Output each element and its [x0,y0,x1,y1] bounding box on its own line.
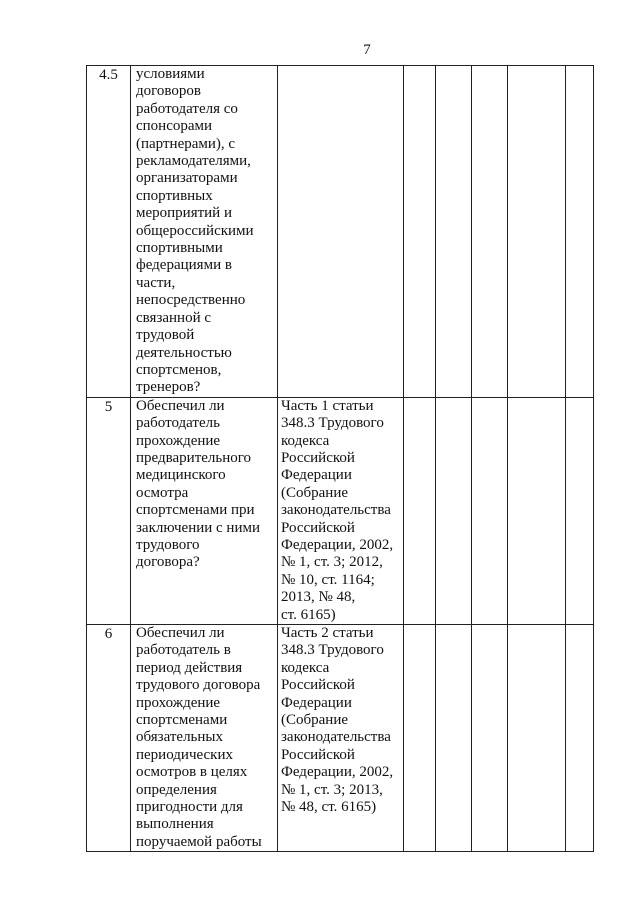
table-row-5 [87,397,594,624]
cell-line: выполнения [136,816,214,833]
cell-line: спортсменами при [136,502,255,519]
cell-line: трудовой [136,327,195,344]
cell-line: мероприятий и [136,205,232,222]
notes-cell[interactable] [508,66,566,398]
cell-line: Федерации [281,467,352,484]
cell-line: спортивными [136,240,223,257]
cell-line: части, [136,274,176,291]
answer-no-cell[interactable] [436,66,472,398]
row-number-cell [87,66,131,398]
cell-line: федерациями в [136,257,232,274]
reference-cell [278,397,404,624]
page-number-text: 7 [363,42,371,58]
cell-line: законодательства [281,502,391,519]
cell-line: предварительного [136,449,252,466]
question-cell [131,397,278,624]
cell-line: период действия [136,659,243,676]
question-text [136,398,277,572]
row-number: 4.5 [99,67,118,83]
row-number-cell [87,625,131,852]
question-cell [131,66,278,398]
question-text [136,66,277,397]
checklist-table [86,65,594,852]
cell-line: договоров [136,83,201,100]
table-row-6 [87,625,594,852]
cell-line: спортсменами [136,712,228,729]
notes-cell[interactable] [508,625,566,852]
cell-line: № 1, ст. 3; 2013, [281,781,383,798]
cell-line: 2013, № 48, [281,589,356,606]
cell-line: организаторами [136,170,238,187]
row-number: 6 [104,626,113,642]
cell-line: (Собрание [281,712,349,729]
cell-line: периодических [136,746,233,763]
reference-cell [278,66,404,398]
extra-cell[interactable] [566,66,594,398]
cell-line: поручаемой работы [136,833,262,850]
answer-no-cell[interactable] [436,397,472,624]
cell-line: Обеспечил ли [136,397,225,414]
cell-line: работодателя со [136,100,238,117]
row-number: 5 [104,398,113,415]
row-number-cell [87,397,131,624]
answer-yes-cell[interactable] [404,397,436,624]
cell-line: связанной с [136,309,212,326]
cell-line: Обеспечил ли [136,625,225,641]
cell-line: осмотра [136,484,189,501]
reference-cell [278,625,404,852]
answer-na-cell[interactable] [472,66,508,398]
cell-line: Федерации, 2002, [281,764,394,781]
cell-line: тренеров? [136,379,201,396]
cell-line: определения [136,781,217,798]
answer-no-cell[interactable] [436,625,472,852]
cell-line: Российской [281,746,355,763]
cell-line: непосредственно [136,292,246,309]
cell-line: спортсменов, [136,361,222,378]
cell-line: (партнерами), с [136,135,236,152]
cell-line: работодатель в [136,642,231,659]
cell-line: пригодности для [136,799,243,816]
cell-line: прохождение [136,694,221,711]
cell-line: Часть 1 статьи [281,397,374,414]
cell-line: осмотров в целях [136,764,248,781]
cell-line: общероссийскими [136,222,254,239]
cell-line: Российской [281,519,355,536]
cell-line: обязательных [136,729,223,746]
cell-line: Часть 2 статьи [281,625,374,641]
cell-line: работодатель [136,415,220,432]
cell-line: договора? [136,554,200,571]
question-text [136,625,277,851]
cell-line: ст. 6165) [281,606,336,623]
cell-line: спортивных [136,187,213,204]
cell-line: прохождение [136,432,221,449]
answer-na-cell[interactable] [472,397,508,624]
answer-yes-cell[interactable] [404,66,436,398]
cell-line: медицинского [136,467,226,484]
extra-cell[interactable] [566,397,594,624]
cell-line: 348.3 Трудового [281,415,384,432]
cell-line: заключении с ними [136,519,261,536]
question-cell [131,625,278,852]
answer-na-cell[interactable] [472,625,508,852]
cell-line: трудового договора [136,677,261,694]
cell-line: № 1, ст. 3; 2012, [281,554,383,571]
cell-line: законодательства [281,729,391,746]
extra-cell[interactable] [566,625,594,852]
cell-line: (Собрание [281,484,349,501]
cell-line: условиями [136,66,205,82]
answer-yes-cell[interactable] [404,625,436,852]
cell-line: кодекса [281,659,330,676]
reference-text [281,625,403,816]
cell-line: № 10, ст. 1164; [281,571,375,588]
cell-line: Российской [281,677,355,694]
cell-line: № 48, ст. 6165) [281,799,377,816]
cell-line: рекламодателями, [136,153,251,170]
table-row-4-5 [87,66,594,398]
cell-line: спонсорами [136,118,213,135]
cell-line: 348.3 Трудового [281,642,384,659]
cell-line: трудового [136,536,200,553]
reference-text [281,398,403,624]
cell-line: Федерации, 2002, [281,536,394,553]
cell-line: Федерации [281,694,352,711]
cell-line: кодекса [281,432,330,449]
notes-cell[interactable] [508,397,566,624]
page-number [0,42,640,59]
cell-line: деятельностью [136,344,232,361]
cell-line: Российской [281,449,355,466]
